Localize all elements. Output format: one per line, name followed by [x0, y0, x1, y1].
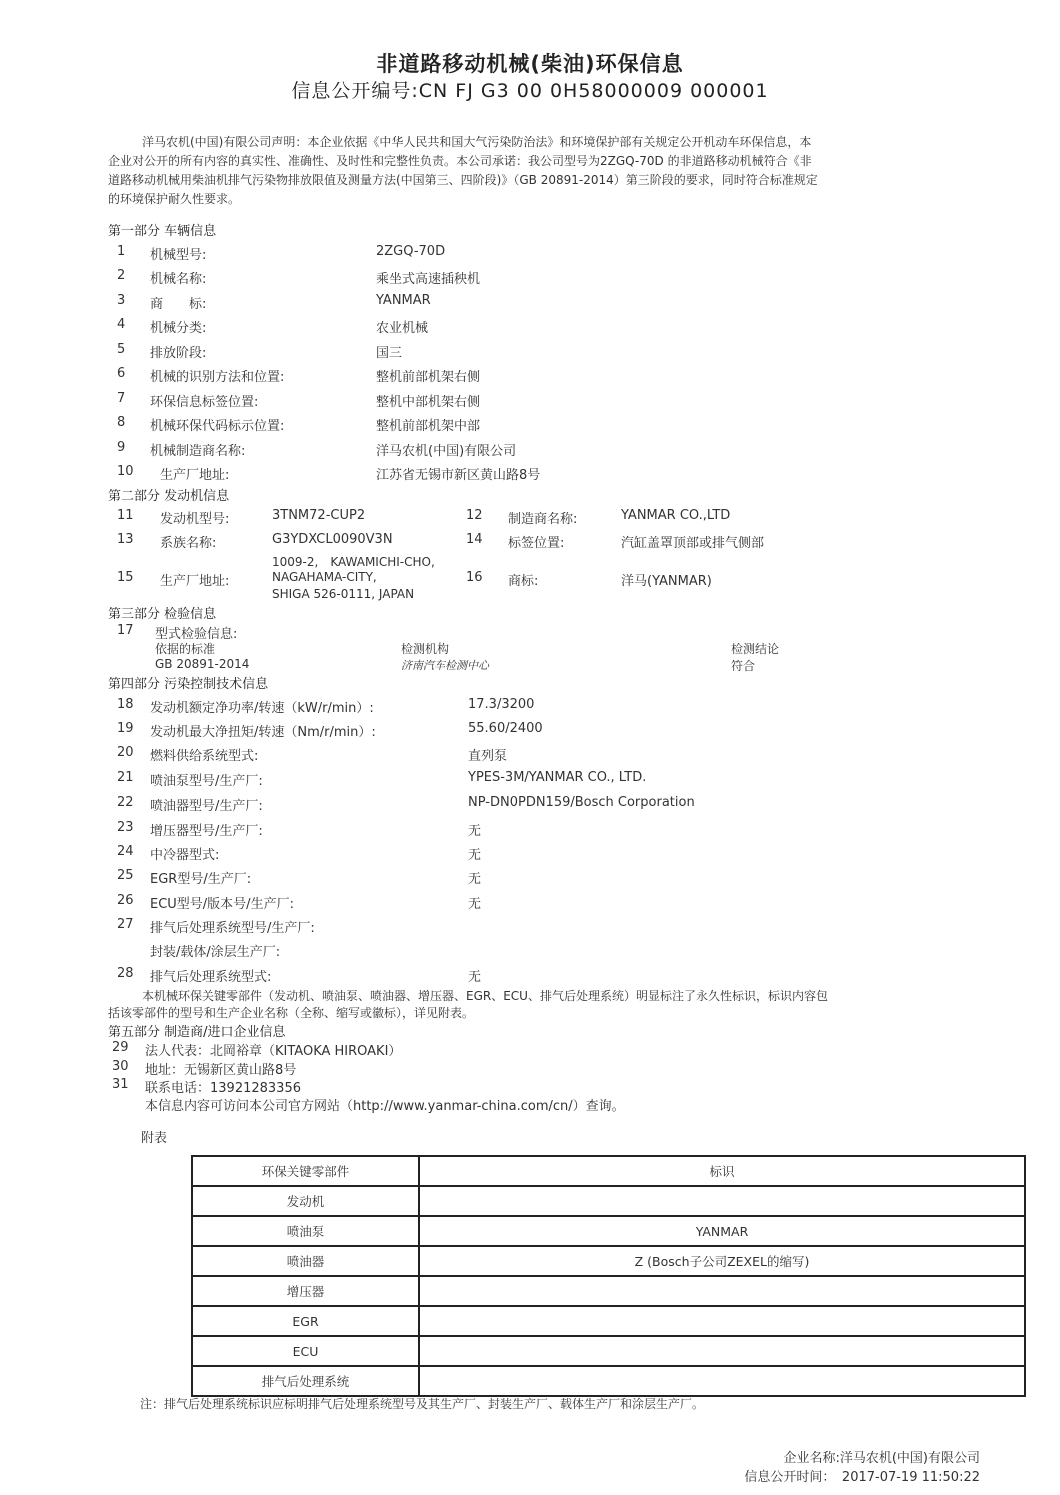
row-label: 喷油泵型号/生产厂: [150, 774, 263, 789]
row-label: 商 标: [150, 297, 207, 312]
row-label: 商标: [508, 574, 539, 589]
row-number: 12 [466, 508, 483, 523]
row-value: 17.3/3200 [468, 697, 535, 712]
row-value: YPES-3M/YANMAR CO., LTD. [468, 770, 647, 785]
row-label: 机械环保代码标示位置: [150, 419, 285, 434]
row-label: 发动机额定净功率/转速（kW/r/min）: [150, 701, 374, 716]
row-value: 3TNM72-CUP2 [272, 508, 366, 523]
row-number: 31 [112, 1077, 129, 1092]
table-cell-part: 喷油器 [192, 1246, 419, 1276]
component-note-line-2: 括该零部件的型号和生产企业名称（全称、缩写或徽标），详见附表。 [108, 1006, 475, 1020]
row-label: 燃料供给系统型式: [150, 749, 259, 764]
attachment-label: 附表 [141, 1131, 168, 1146]
row-number: 30 [112, 1059, 129, 1074]
company-name: 企业名称:洋马农机(中国)有限公司 [783, 1451, 980, 1466]
row-number: 15 [117, 570, 134, 585]
row-value: 洋马(YANMAR) [621, 574, 712, 589]
table-header-row [192, 1156, 1025, 1186]
row-label: 环保信息标签位置: [150, 395, 259, 410]
row-number: 23 [117, 820, 134, 835]
row-label: 系族名称: [160, 536, 217, 551]
table-header-mark: 标识 [419, 1156, 1025, 1186]
row-label: 中冷器型式: [150, 848, 220, 863]
component-note-line-1: 本机械环保关键零部件（发动机、喷油泵、喷油器、增压器、EGR、ECU、排气后处理系统）明显标注了永久性标识，标识内容包 [142, 989, 828, 1003]
row-number: 1 [117, 244, 126, 259]
disclosure-code: 信息公开编号:CN FJ G3 00 0H58000009 000001 [291, 80, 769, 102]
table-cell-mark [419, 1186, 1025, 1216]
row-number: 9 [117, 440, 126, 455]
company-address: 地址：无锡新区黄山路8号 [145, 1063, 297, 1078]
table-row [192, 1276, 1025, 1306]
attachment-table [191, 1155, 1026, 1397]
row-label: 标签位置: [508, 536, 565, 551]
row-label: 机械制造商名称: [150, 444, 246, 459]
column-header-result: 检测结论 [731, 642, 780, 656]
row-label: 机械的识别方法和位置: [150, 370, 285, 385]
address-line-1: 1009-2, KAWAMICHI-CHO, [272, 555, 435, 569]
row-number: 3 [117, 293, 126, 308]
table-row [192, 1216, 1025, 1246]
test-standard: GB 20891-2014 [155, 657, 250, 671]
row-number: 20 [117, 745, 134, 760]
row-number: 24 [117, 844, 134, 859]
declaration-line-2: 企业对公开的所有内容的真实性、准确性、及时性和完整性负责。本公司承诺：我公司型号为2ZGQ-70D 的非道路移动机械符合《非 [108, 154, 812, 168]
table-cell-part: 喷油泵 [192, 1216, 419, 1246]
row-value: 整机中部机架右侧 [376, 395, 481, 410]
row-value: 无 [468, 824, 482, 839]
row-value: YANMAR [376, 293, 431, 308]
row-label: 制造商名称: [508, 512, 578, 527]
row-number: 11 [117, 508, 134, 523]
row-number: 13 [117, 532, 134, 547]
row-value: 农业机械 [376, 321, 429, 336]
row-value: 整机前部机架中部 [376, 419, 481, 434]
row-value: 国三 [376, 346, 403, 361]
row-value: 55.60/2400 [468, 721, 543, 736]
row-number: 19 [117, 721, 134, 736]
row-label: 机械分类: [150, 321, 207, 336]
row-number: 10 [117, 464, 134, 479]
row-value: NP-DN0PDN159/Bosch Corporation [468, 795, 695, 810]
column-header-agency: 检测机构 [401, 642, 450, 656]
row-label: 生产厂地址: [160, 468, 230, 483]
legal-representative: 法人代表：北岡裕章（KITAOKA HIROAKI） [145, 1044, 402, 1059]
table-cell-mark [419, 1336, 1025, 1366]
row-number: 27 [117, 917, 134, 932]
row-label: 机械名称: [150, 272, 207, 287]
table-cell-mark [419, 1306, 1025, 1336]
row-value: 无 [468, 848, 482, 863]
row-number: 2 [117, 268, 126, 283]
table-row [192, 1366, 1025, 1396]
table-row [192, 1306, 1025, 1336]
row-label: 发动机最大净扭矩/转速（Nm/r/min）: [150, 725, 376, 740]
row-value: 乘坐式高速插秧机 [376, 272, 481, 287]
row-label-sub: 封装/载体/涂层生产厂: [150, 945, 281, 960]
row-number: 22 [117, 795, 134, 810]
row-value: 无 [468, 897, 482, 912]
section-title-part3: 第三部分 检验信息 [108, 607, 217, 622]
table-cell-mark [419, 1366, 1025, 1396]
contact-phone: 联系电话：13921283356 [145, 1081, 301, 1096]
table-header-part: 环保关键零部件 [192, 1156, 419, 1186]
row-number: 5 [117, 342, 126, 357]
row-number: 25 [117, 868, 134, 883]
row-value: 无 [468, 970, 482, 985]
row-number: 4 [117, 317, 126, 332]
table-cell-part: 发动机 [192, 1186, 419, 1216]
page-title: 非道路移动机械(柴油)环保信息 [376, 52, 684, 76]
row-number: 6 [117, 366, 126, 381]
test-agency: 济南汽车检测中心 [401, 659, 489, 672]
table-cell-part: 增压器 [192, 1276, 419, 1306]
row-value: 汽缸盖罩顶部或排气侧部 [621, 536, 765, 551]
row-number: 17 [117, 623, 134, 638]
address-line-3: SHIGA 526-0111, JAPAN [272, 587, 415, 601]
column-header-standard: 依据的标准 [155, 642, 216, 656]
table-cell-mark: Z (Bosch子公司ZEXEL的缩写) [419, 1246, 1025, 1276]
row-label: 排气后处理系统型号/生产厂: [150, 921, 315, 936]
row-label: 喷油器型号/生产厂: [150, 799, 263, 814]
row-label: 型式检验信息: [155, 627, 238, 642]
row-number: 28 [117, 966, 134, 981]
row-label: 发动机型号: [160, 512, 230, 527]
row-label: 排气后处理系统型式: [150, 970, 272, 985]
row-label: 排放阶段: [150, 346, 207, 361]
row-number: 7 [117, 391, 126, 406]
row-number: 14 [466, 532, 483, 547]
row-value: 洋马农机(中国)有限公司 [376, 444, 517, 459]
row-value: 江苏省无锡市新区黄山路8号 [376, 468, 541, 483]
table-cell-mark [419, 1276, 1025, 1306]
row-number: 29 [112, 1040, 129, 1055]
row-number: 18 [117, 697, 134, 712]
row-value: 直列泵 [468, 749, 508, 764]
row-value: 无 [468, 872, 482, 887]
row-value: 2ZGQ-70D [376, 244, 446, 259]
test-result: 符合 [731, 659, 756, 673]
table-row [192, 1246, 1025, 1276]
attachment-note: 注：排气后处理系统标识应标明排气后处理系统型号及其生产厂、封装生产厂、载体生产厂和涂层生产厂。 [140, 1397, 705, 1411]
declaration-line-3: 道路移动机械用柴油机排气污染物排放限值及测量方法(中国第三、四阶段)》（GB 20891-2014）第三阶段的要求，同时符合标准规定 [108, 173, 818, 187]
row-label: ECU型号/版本号/生产厂: [150, 897, 294, 912]
table-cell-part: ECU [192, 1336, 419, 1366]
row-value: G3YDXCL0090V3N [272, 532, 393, 547]
table-row [192, 1186, 1025, 1216]
row-value: 整机前部机架右侧 [376, 370, 481, 385]
address-line-2: NAGAHAMA-CITY, [272, 570, 377, 584]
declaration-line-1: 洋马农机(中国)有限公司声明：本企业依据《中华人民共和国大气污染防治法》和环境保护部有关规定公开机动车环保信息，本 [142, 135, 812, 149]
table-cell-part: 排气后处理系统 [192, 1366, 419, 1396]
table-cell-part: EGR [192, 1306, 419, 1336]
table-row [192, 1336, 1025, 1366]
website-line: 本信息内容可访问本公司官方网站（http://www.yanmar-china.com/cn/）查询。 [145, 1099, 625, 1114]
table-cell-mark: YANMAR [419, 1216, 1025, 1246]
row-number: 8 [117, 415, 126, 430]
row-number: 16 [466, 570, 483, 585]
disclosure-time: 信息公开时间： 2017-07-19 11:50:22 [744, 1470, 980, 1485]
row-label: EGR型号/生产厂: [150, 872, 252, 887]
row-number: 26 [117, 893, 134, 908]
row-value: YANMAR CO.,LTD [621, 508, 731, 523]
row-label: 生产厂地址: [160, 574, 230, 589]
row-number: 21 [117, 770, 134, 785]
section-title-part2: 第二部分 发动机信息 [108, 489, 230, 504]
section-title-part5: 第五部分 制造商/进口企业信息 [108, 1025, 286, 1040]
section-title-part1: 第一部分 车辆信息 [108, 224, 217, 239]
row-label: 增压器型号/生产厂: [150, 824, 263, 839]
declaration-line-4: 的环境保护耐久性要求。 [108, 192, 241, 206]
section-title-part4: 第四部分 污染控制技术信息 [108, 677, 269, 692]
row-label: 机械型号: [150, 248, 207, 263]
